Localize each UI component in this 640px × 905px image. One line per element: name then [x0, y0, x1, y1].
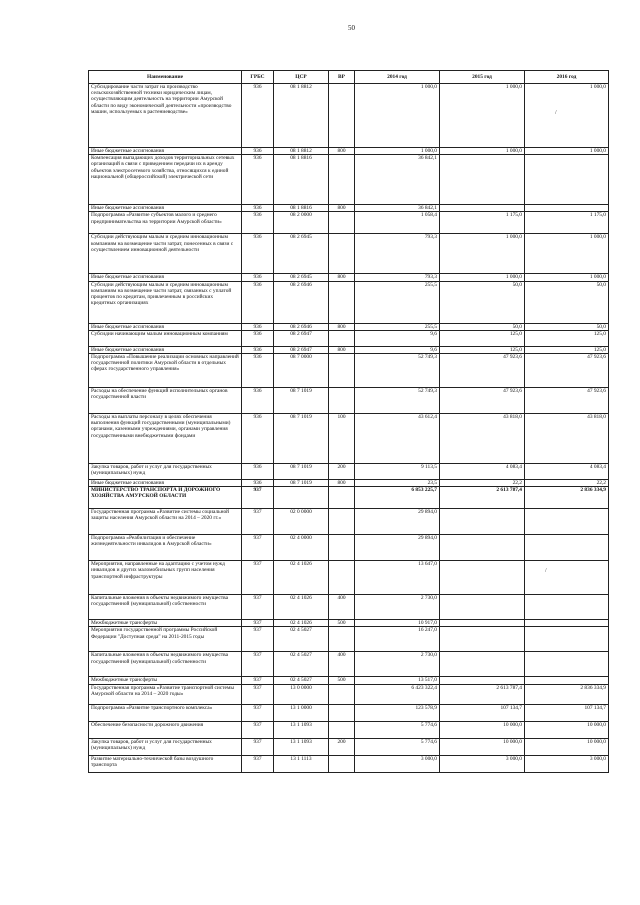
cell-vr — [329, 509, 355, 535]
cell-name: Государственная программа «Развитие транспортной системы Амурской области на 2014 – 2020 годы» — [89, 684, 242, 704]
table-row — [89, 704, 609, 721]
cell-csr: 02 4 0000 — [274, 535, 329, 561]
cell-vr: 800 — [329, 346, 355, 353]
table-row — [89, 464, 609, 480]
cell-csr: 08 2 6947 — [274, 346, 329, 353]
budget-table — [88, 70, 609, 773]
cell-2016: 125,0 — [525, 330, 609, 346]
cell-csr: 02 4 1026 — [274, 595, 329, 620]
cell-grbs: 937 — [242, 620, 274, 627]
table-header-row — [89, 71, 609, 84]
cell-vr: 400 — [329, 652, 355, 677]
table-row — [89, 755, 609, 772]
table-row — [89, 535, 609, 561]
cell-name: Субсидии начинающим малым инновационным компаниям — [89, 330, 242, 346]
cell-vr — [329, 487, 355, 509]
cell-2016: 107 134,7 — [525, 704, 609, 721]
table-row — [89, 738, 609, 755]
cell-grbs: 936 — [242, 205, 274, 212]
table-row — [89, 323, 609, 330]
cell-vr: 800 — [329, 274, 355, 281]
cell-grbs: 936 — [242, 388, 274, 414]
pen-mark: / — [555, 110, 557, 116]
cell-2014: 13 517,0 — [355, 677, 440, 684]
cell-name: Государственная программа «Развитие системы социальной защиты населения Амурской области на 2014 – 2020 гг.» — [89, 509, 242, 535]
cell-2014: 29 894,0 — [355, 535, 440, 561]
cell-vr — [329, 535, 355, 561]
cell-2014: 6 423 322,4 — [355, 684, 440, 704]
cell-vr: 800 — [329, 480, 355, 487]
table-row — [89, 388, 609, 414]
cell-2015 — [440, 595, 525, 620]
cell-2015 — [440, 509, 525, 535]
cell-csr: 08 1 8816 — [274, 155, 329, 205]
cell-vr — [329, 704, 355, 721]
cell-name: МИНИСТЕРСТВО ТРАНСПОРТА И ДОРОЖНОГО ХОЗЯЙСТВА АМУРСКОЙ ОБЛАСТИ — [89, 487, 242, 509]
cell-csr: 08 1 8812 — [274, 148, 329, 155]
cell-vr — [329, 212, 355, 234]
cell-2016: 47 923,6 — [525, 388, 609, 414]
cell-2014: 1 000,0 — [355, 84, 440, 148]
cell-name: Расходы на обеспечение функций исполнительных органов государственной власти — [89, 388, 242, 414]
cell-2016: 1 000,0 — [525, 274, 609, 281]
cell-2014: 255,5 — [355, 281, 440, 323]
cell-2016 — [525, 155, 609, 205]
table-row — [89, 684, 609, 704]
cell-2015: 107 134,7 — [440, 704, 525, 721]
cell-2015: 47 923,6 — [440, 354, 525, 388]
cell-2014: 36 842,1 — [355, 205, 440, 212]
table-row — [89, 677, 609, 684]
cell-2014: 5 774,6 — [355, 738, 440, 755]
table-row — [89, 234, 609, 274]
cell-grbs: 936 — [242, 212, 274, 234]
cell-name: Развитие материально-технической базы воздушного транспорта — [89, 755, 242, 772]
table-row — [89, 205, 609, 212]
table-row — [89, 281, 609, 323]
cell-vr — [329, 627, 355, 652]
cell-2016 — [525, 620, 609, 627]
cell-2015: 1 000,0 — [440, 234, 525, 274]
cell-csr: 02 4 1026 — [274, 561, 329, 595]
cell-csr: 13 1 1093 — [274, 738, 329, 755]
cell-grbs: 936 — [242, 234, 274, 274]
cell-2016 — [525, 535, 609, 561]
cell-vr — [329, 561, 355, 595]
table-row — [89, 414, 609, 464]
cell-vr — [329, 684, 355, 704]
cell-2016: 43 818,0 — [525, 414, 609, 464]
cell-csr: 08 2 6945 — [274, 274, 329, 281]
cell-2014: 793,3 — [355, 274, 440, 281]
cell-2016: 1 000,0 — [525, 84, 609, 148]
table-row — [89, 212, 609, 234]
cell-grbs: 937 — [242, 595, 274, 620]
cell-vr — [329, 155, 355, 205]
cell-2015: 3 000,0 — [440, 755, 525, 772]
cell-grbs: 937 — [242, 721, 274, 738]
cell-grbs: 936 — [242, 330, 274, 346]
cell-2014: 9,6 — [355, 330, 440, 346]
cell-grbs: 937 — [242, 704, 274, 721]
cell-2015 — [440, 205, 525, 212]
cell-2016 — [525, 509, 609, 535]
cell-name: Субсидии действующим малым и средним инновационным компаниям на возмещение части затрат, связанных с уплатой процентов по кредитам, привлеченным в российских кредитных организациях — [89, 281, 242, 323]
cell-2016 — [525, 561, 609, 595]
pen-mark: / — [545, 568, 547, 574]
cell-2016 — [525, 627, 609, 652]
table-row — [89, 480, 609, 487]
cell-2015 — [440, 627, 525, 652]
table-row — [89, 330, 609, 346]
cell-name: Закупка товаров, работ и услуг для государственных (муниципальных) нужд — [89, 738, 242, 755]
cell-vr: 800 — [329, 148, 355, 155]
table-row — [89, 620, 609, 627]
page-number: 50 — [348, 24, 355, 32]
cell-name: Субсидирование части затрат на производство сельскохозяйственной техники юридическим лицам, осуществляющим деятельность на территории Амурской области по виду экономической деятельности «производство машин, используемых в растениеводстве» — [89, 84, 242, 148]
cell-grbs: 936 — [242, 323, 274, 330]
cell-name: Капитальные вложения в объекты недвижимого имущества государственной (муниципальной) собственности — [89, 595, 242, 620]
cell-2016: 1 000,0 — [525, 234, 609, 274]
table-row — [89, 509, 609, 535]
cell-grbs: 936 — [242, 464, 274, 480]
cell-2015: 43 818,0 — [440, 414, 525, 464]
cell-grbs: 936 — [242, 354, 274, 388]
cell-vr: 100 — [329, 414, 355, 464]
cell-2015: 125,0 — [440, 346, 525, 353]
cell-2014: 255,5 — [355, 323, 440, 330]
cell-name: Компенсация выпадающих доходов территориальных сетевых организаций в связи с приведением передачи их в аренду объектов электросетевого хозяйства, относящихся к единой национальной (общероссийской) электрической сети — [89, 155, 242, 205]
table-row — [89, 721, 609, 738]
cell-vr — [329, 234, 355, 274]
cell-grbs: 936 — [242, 414, 274, 464]
cell-vr: 500 — [329, 620, 355, 627]
cell-csr: 08 2 0000 — [274, 212, 329, 234]
cell-csr: 13 1 1093 — [274, 721, 329, 738]
cell-grbs: 937 — [242, 755, 274, 772]
cell-csr: 08 1 8816 — [274, 205, 329, 212]
cell-grbs: 937 — [242, 487, 274, 509]
cell-2014: 23,5 — [355, 480, 440, 487]
table-row — [89, 148, 609, 155]
cell-vr: 400 — [329, 595, 355, 620]
cell-name: Капитальные вложения в объекты недвижимого имущества государственной (муниципальной) собственности — [89, 652, 242, 677]
cell-csr: 08 2 6945 — [274, 234, 329, 274]
cell-vr: 800 — [329, 323, 355, 330]
cell-2014: 13 647,0 — [355, 561, 440, 595]
cell-2016 — [525, 205, 609, 212]
cell-2014: 2 730,0 — [355, 652, 440, 677]
cell-2016: 1 175,0 — [525, 212, 609, 234]
table-row — [89, 274, 609, 281]
cell-2015: 1 175,0 — [440, 212, 525, 234]
cell-2016: 50,0 — [525, 323, 609, 330]
cell-csr — [274, 487, 329, 509]
table-row — [89, 595, 609, 620]
cell-2016: 3 000,0 — [525, 755, 609, 772]
cell-name: Субсидии действующим малым и средним инновационным компаниям на возмещение части затрат, понесенных в связи с осуществлением инновационной деятельности — [89, 234, 242, 274]
cell-2014: 52 749,3 — [355, 388, 440, 414]
cell-2014: 29 894,0 — [355, 509, 440, 535]
cell-2016: 22,2 — [525, 480, 609, 487]
cell-2014: 10 917,0 — [355, 620, 440, 627]
cell-csr: 02 0 0000 — [274, 509, 329, 535]
cell-csr: 08 7 1019 — [274, 414, 329, 464]
col-header-csr: ЦСР — [274, 71, 329, 84]
cell-grbs: 937 — [242, 677, 274, 684]
cell-name: Мероприятия, направленные на адаптацию с учетом нужд инвалидов и других маломобильных групп населения транспортной инфраструктуры — [89, 561, 242, 595]
table-row — [89, 346, 609, 353]
cell-grbs: 936 — [242, 346, 274, 353]
cell-name: Иные бюджетные ассигнования — [89, 323, 242, 330]
cell-2015 — [440, 561, 525, 595]
cell-name: Подпрограмма «Развитие транспортного комплекса» — [89, 704, 242, 721]
cell-2015: 10 000,0 — [440, 721, 525, 738]
cell-2015: 2 613 787,4 — [440, 684, 525, 704]
cell-2015: 1 000,0 — [440, 84, 525, 148]
cell-2015 — [440, 652, 525, 677]
table-row — [89, 487, 609, 509]
cell-vr — [329, 755, 355, 772]
cell-2016: 50,0 — [525, 281, 609, 323]
cell-2014: 52 749,3 — [355, 354, 440, 388]
cell-vr: 500 — [329, 677, 355, 684]
cell-2016 — [525, 652, 609, 677]
cell-2014: 3 000,0 — [355, 755, 440, 772]
cell-2016: 2 836 334,9 — [525, 487, 609, 509]
cell-vr — [329, 330, 355, 346]
col-header-vr: ВР — [329, 71, 355, 84]
cell-2015: 47 923,6 — [440, 388, 525, 414]
cell-2014: 36 842,1 — [355, 155, 440, 205]
cell-grbs: 937 — [242, 561, 274, 595]
cell-2015: 4 083,4 — [440, 464, 525, 480]
cell-2016: 10 000,0 — [525, 738, 609, 755]
cell-name: Иные бюджетные ассигнования — [89, 274, 242, 281]
cell-vr — [329, 721, 355, 738]
cell-2015 — [440, 620, 525, 627]
cell-csr: 13 1 1113 — [274, 755, 329, 772]
cell-2015: 50,0 — [440, 323, 525, 330]
cell-2014: 16 247,0 — [355, 627, 440, 652]
cell-csr: 08 7 1019 — [274, 464, 329, 480]
table-row — [89, 84, 609, 148]
cell-csr: 08 2 6946 — [274, 281, 329, 323]
cell-vr — [329, 354, 355, 388]
cell-csr: 08 2 6946 — [274, 323, 329, 330]
cell-2014: 5 774,6 — [355, 721, 440, 738]
cell-2015: 1 000,0 — [440, 274, 525, 281]
col-header-2015: 2015 год — [440, 71, 525, 84]
cell-csr: 13 0 0000 — [274, 684, 329, 704]
cell-grbs: 937 — [242, 627, 274, 652]
cell-2014: 123 578,9 — [355, 704, 440, 721]
table-row — [89, 652, 609, 677]
cell-2016 — [525, 677, 609, 684]
cell-name: Закупка товаров, работ и услуг для государственных (муниципальных) нужд — [89, 464, 242, 480]
cell-2014: 1 000,0 — [355, 148, 440, 155]
cell-csr: 02 4 5027 — [274, 627, 329, 652]
cell-csr: 02 4 5027 — [274, 652, 329, 677]
cell-csr: 08 7 1019 — [274, 480, 329, 487]
cell-2015: 1 000,0 — [440, 148, 525, 155]
cell-name: Расходы на выплаты персоналу в целях обеспечения выполнения функций государственными (муниципальными) органами, казенными учреждениями, органами управления государственными внебюджетными фондами — [89, 414, 242, 464]
cell-name: Подпрограмма «Развитие субъектов малого и среднего предпринимательства на территории Амурской области» — [89, 212, 242, 234]
cell-grbs: 936 — [242, 480, 274, 487]
cell-name: Подпрограмма «Реабилитация и обеспечение жизнедеятельности инвалидов в Амурской области» — [89, 535, 242, 561]
cell-csr: 02 4 5027 — [274, 677, 329, 684]
cell-2015: 2 613 787,4 — [440, 487, 525, 509]
cell-2016: 1 000,0 — [525, 148, 609, 155]
cell-name: Обеспечение безопасности дорожного движения — [89, 721, 242, 738]
cell-2014: 793,3 — [355, 234, 440, 274]
cell-2016: 47 923,6 — [525, 354, 609, 388]
cell-name: Мероприятия государственной программы Российской Федерации "Доступная среда" на 2011-2015 годы — [89, 627, 242, 652]
cell-2015 — [440, 535, 525, 561]
cell-csr: 08 7 1019 — [274, 388, 329, 414]
cell-name: Иные бюджетные ассигнования — [89, 346, 242, 353]
table-row — [89, 561, 609, 595]
cell-grbs: 936 — [242, 148, 274, 155]
cell-vr: 200 — [329, 464, 355, 480]
cell-2014: 9 113,5 — [355, 464, 440, 480]
cell-vr: 200 — [329, 738, 355, 755]
cell-2015: 10 000,0 — [440, 738, 525, 755]
cell-2014: 6 853 225,7 — [355, 487, 440, 509]
table-row — [89, 627, 609, 652]
cell-vr — [329, 84, 355, 148]
cell-grbs: 936 — [242, 274, 274, 281]
cell-vr — [329, 388, 355, 414]
cell-csr: 13 1 0000 — [274, 704, 329, 721]
cell-grbs: 937 — [242, 535, 274, 561]
cell-2014: 43 612,4 — [355, 414, 440, 464]
cell-2014: 1 058,4 — [355, 212, 440, 234]
cell-grbs: 937 — [242, 684, 274, 704]
cell-csr: 08 2 6947 — [274, 330, 329, 346]
cell-2016: 4 083,4 — [525, 464, 609, 480]
cell-grbs: 936 — [242, 281, 274, 323]
cell-name: Межбюджетные трансферты — [89, 620, 242, 627]
col-header-2014: 2014 год — [355, 71, 440, 84]
col-header-grbs: ГРБС — [242, 71, 274, 84]
cell-vr: 800 — [329, 205, 355, 212]
cell-csr: 08 1 8812 — [274, 84, 329, 148]
cell-name: Подпрограмма «Повышение реализации основных направлений государственной политики Амурской области в отдельных сферах государственного управления» — [89, 354, 242, 388]
cell-2015 — [440, 155, 525, 205]
cell-name: Иные бюджетные ассигнования — [89, 480, 242, 487]
cell-grbs: 937 — [242, 509, 274, 535]
cell-name: Иные бюджетные ассигнования — [89, 148, 242, 155]
cell-2014: 2 730,0 — [355, 595, 440, 620]
cell-grbs: 936 — [242, 155, 274, 205]
cell-csr: 08 7 0000 — [274, 354, 329, 388]
cell-2015 — [440, 677, 525, 684]
cell-vr — [329, 281, 355, 323]
cell-2014: 9,6 — [355, 346, 440, 353]
cell-name: Иные бюджетные ассигнования — [89, 205, 242, 212]
cell-2015: 125,0 — [440, 330, 525, 346]
col-header-2016: 2016 год — [525, 71, 609, 84]
cell-name: Межбюджетные трансферты — [89, 677, 242, 684]
table-row — [89, 155, 609, 205]
table-row — [89, 354, 609, 388]
cell-grbs: 937 — [242, 738, 274, 755]
col-header-name: Наименование — [89, 71, 242, 84]
cell-grbs: 936 — [242, 84, 274, 148]
cell-2015: 50,0 — [440, 281, 525, 323]
cell-csr: 02 4 1026 — [274, 620, 329, 627]
cell-grbs: 937 — [242, 652, 274, 677]
cell-2016: 10 000,0 — [525, 721, 609, 738]
cell-2016: 125,0 — [525, 346, 609, 353]
cell-2015: 22,2 — [440, 480, 525, 487]
cell-2016 — [525, 595, 609, 620]
cell-2016: 2 836 334,9 — [525, 684, 609, 704]
